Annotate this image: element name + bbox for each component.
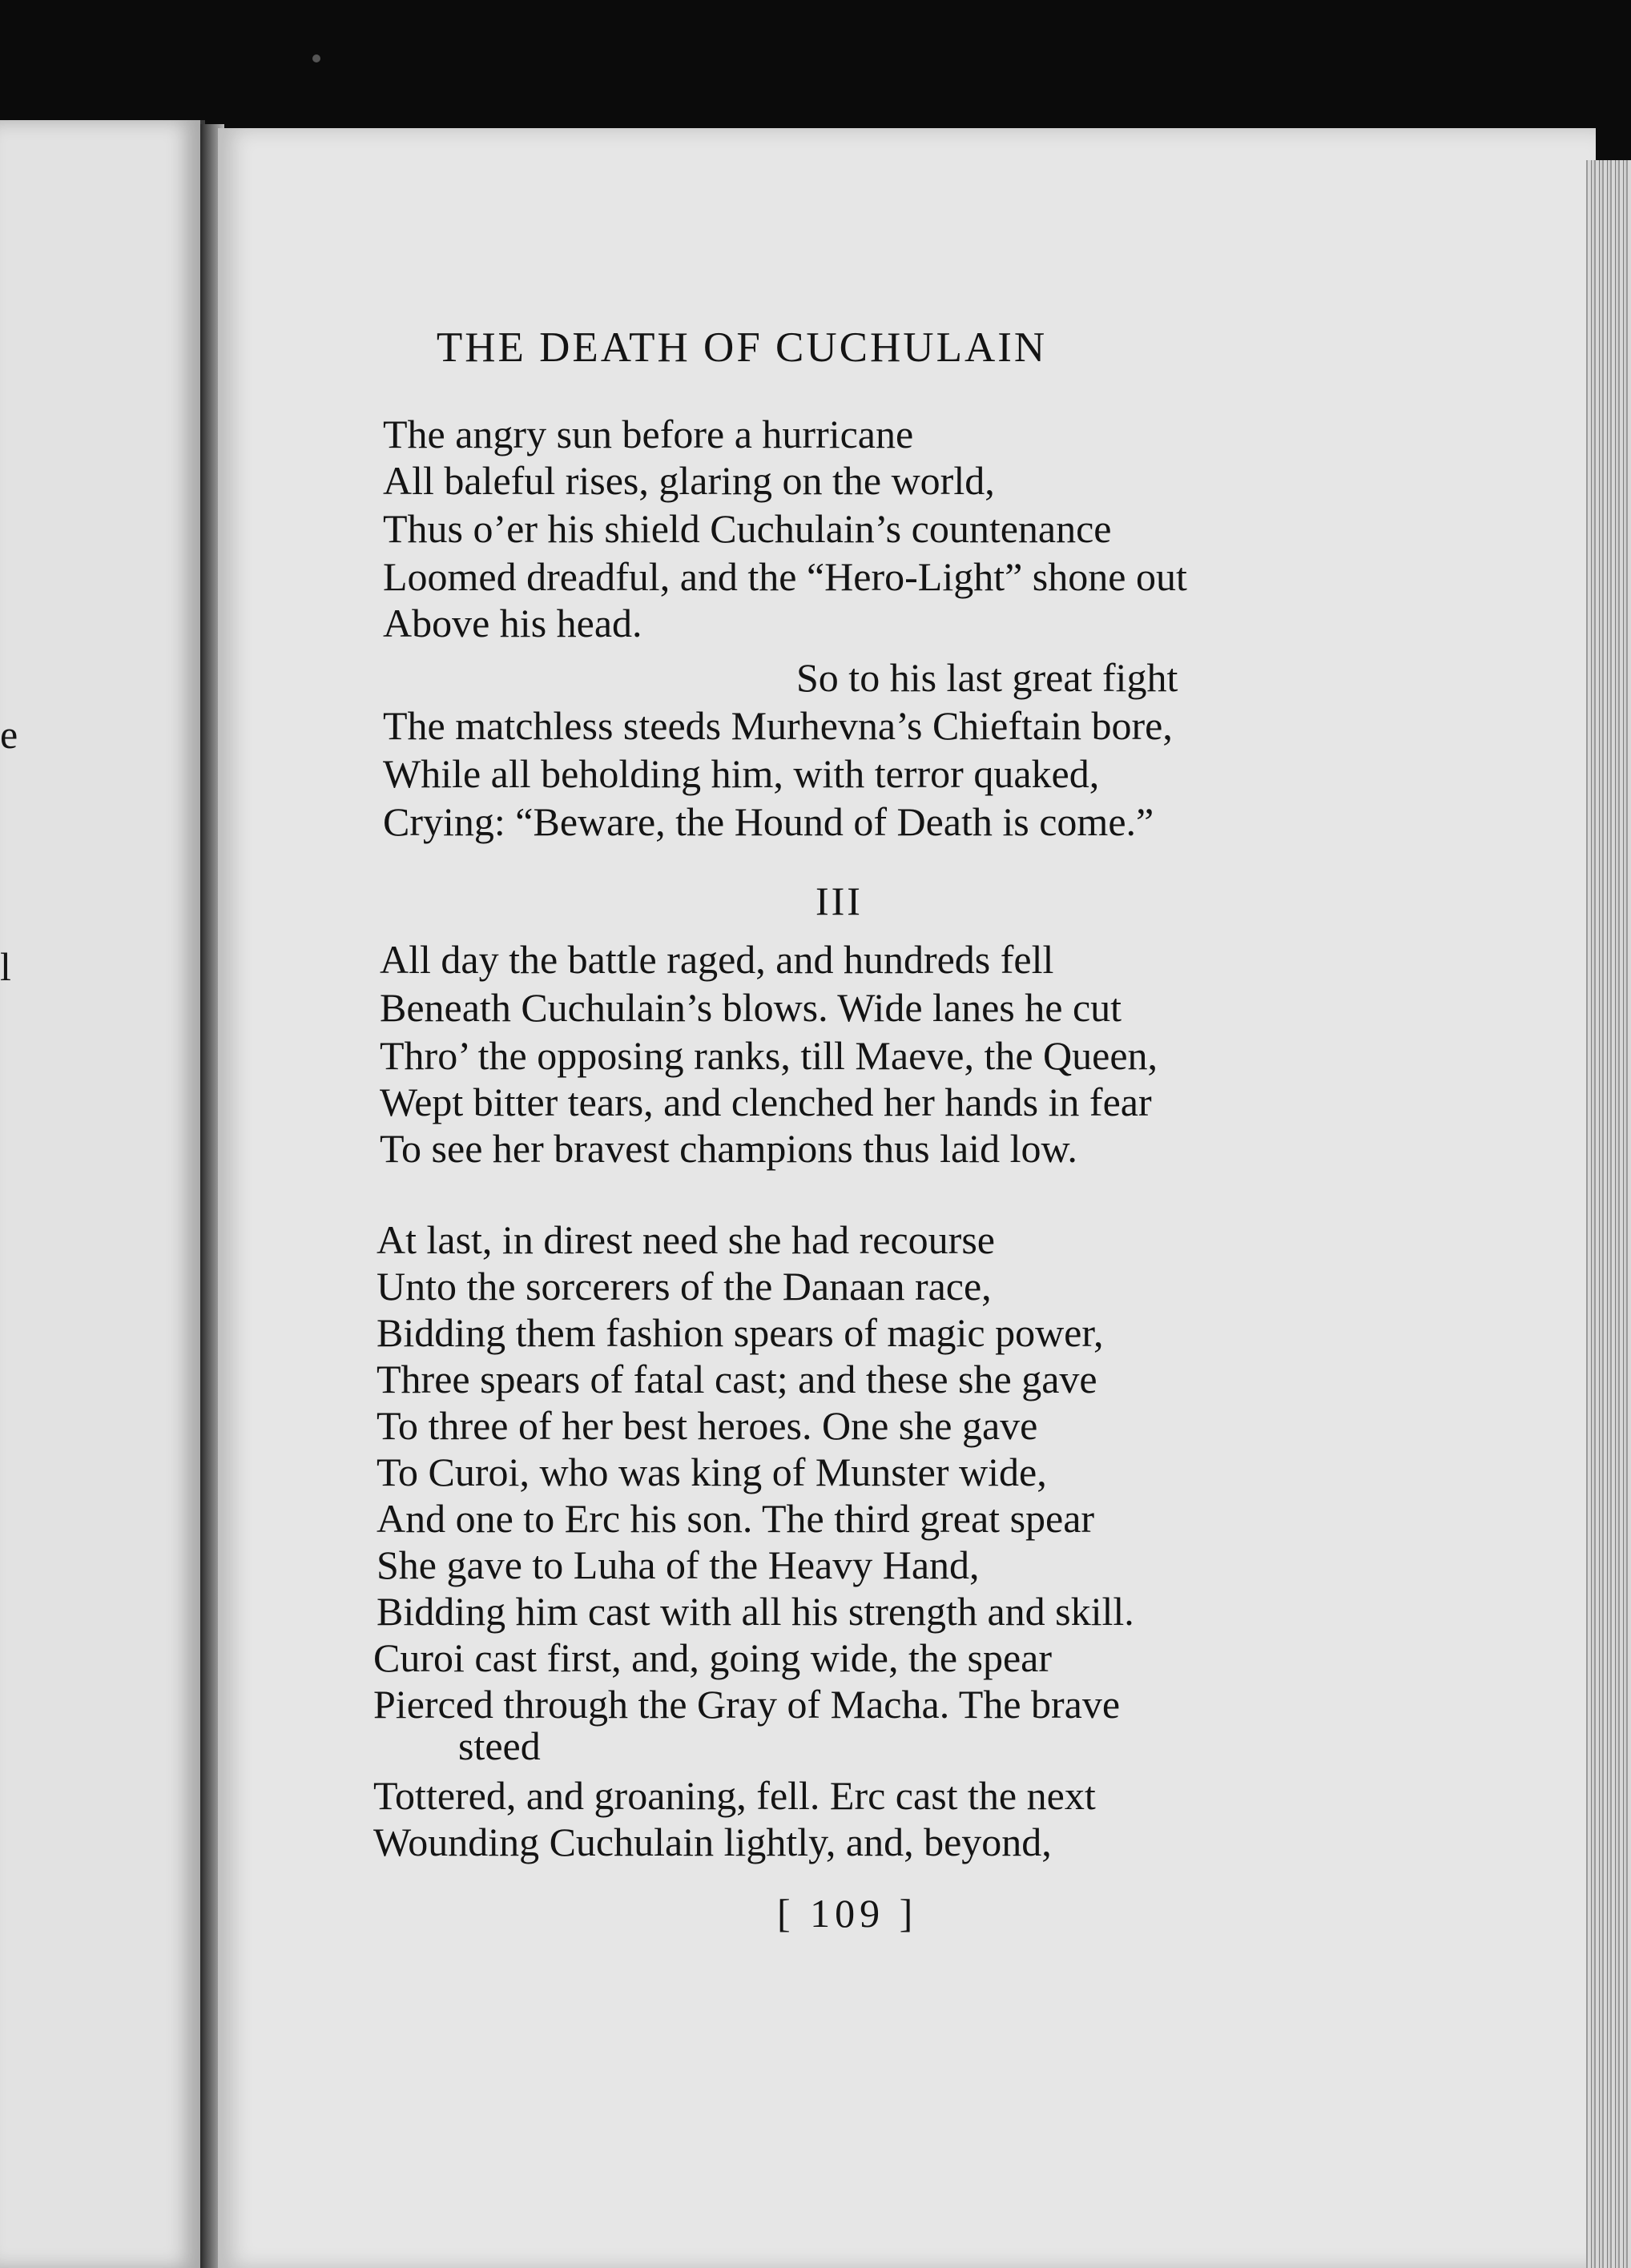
poem-line: All baleful rises, glaring on the world,: [383, 458, 995, 503]
poem-line: Beneath Cuchulain’s blows. Wide lanes he cut: [380, 985, 1122, 1030]
poem-line: Curoi cast first, and, going wide, the spear: [373, 1635, 1053, 1680]
page-edges: [1586, 160, 1631, 2268]
poem-line: The angry sun before a hurricane: [383, 412, 914, 456]
section-number: III: [816, 879, 863, 923]
facing-page-fragment: e: [0, 712, 18, 757]
poem-line: Thus o’er his shield Cuchulain’s countenance: [383, 506, 1112, 551]
poem-line-continuation: steed: [458, 1723, 541, 1768]
poem-line: Bidding them fashion spears of magic power,: [377, 1310, 1104, 1355]
poem-line: And one to Erc his son. The third great spear: [377, 1496, 1095, 1541]
running-head: THE DEATH OF CUCHULAIN: [436, 324, 1048, 371]
poem-line: Wept bitter tears, and clenched her hands in fear: [380, 1080, 1152, 1124]
poem-line: To Curoi, who was king of Munster wide,: [377, 1450, 1047, 1494]
poem-line: Unto the sorcerers of the Danaan race,: [377, 1264, 992, 1309]
poem-line: She gave to Luha of the Heavy Hand,: [377, 1542, 980, 1587]
page-number: [ 109 ]: [777, 1891, 918, 1936]
poem-line: Pierced through the Gray of Macha. The brave: [373, 1682, 1121, 1727]
facing-page: [0, 120, 205, 2268]
poem-line: The matchless steeds Murhevna’s Chieftain bore,: [383, 703, 1173, 748]
poem-line: Loomed dreadful, and the “Hero-Light” shone out: [383, 554, 1187, 599]
poem-line: Above his head.: [383, 601, 642, 645]
poem-line: Bidding him cast with all his strength and skill.: [377, 1589, 1134, 1634]
poem-line: Crying: “Beware, the Hound of Death is come.”: [383, 799, 1154, 844]
poem-line: So to his last great fight: [796, 655, 1178, 700]
poem-line: Wounding Cuchulain lightly, and, beyond,: [373, 1820, 1052, 1864]
poem-line: Tottered, and groaning, fell. Erc cast the next: [373, 1773, 1096, 1818]
poem-line: While all beholding him, with terror quaked,: [383, 751, 1100, 796]
poem-line: Thro’ the opposing ranks, till Maeve, the Queen,: [380, 1033, 1158, 1078]
dust-speck: [312, 54, 320, 62]
poem-line: Three spears of fatal cast; and these she gave: [377, 1357, 1097, 1401]
poem-line: At last, in direst need she had recourse: [377, 1217, 995, 1262]
poem-line: All day the battle raged, and hundreds fell: [380, 937, 1054, 982]
poem-line: To see her bravest champions thus laid low.: [380, 1126, 1077, 1171]
facing-page-fragment: l: [0, 944, 11, 989]
poem-line: To three of her best heroes. One she gave: [377, 1403, 1038, 1448]
